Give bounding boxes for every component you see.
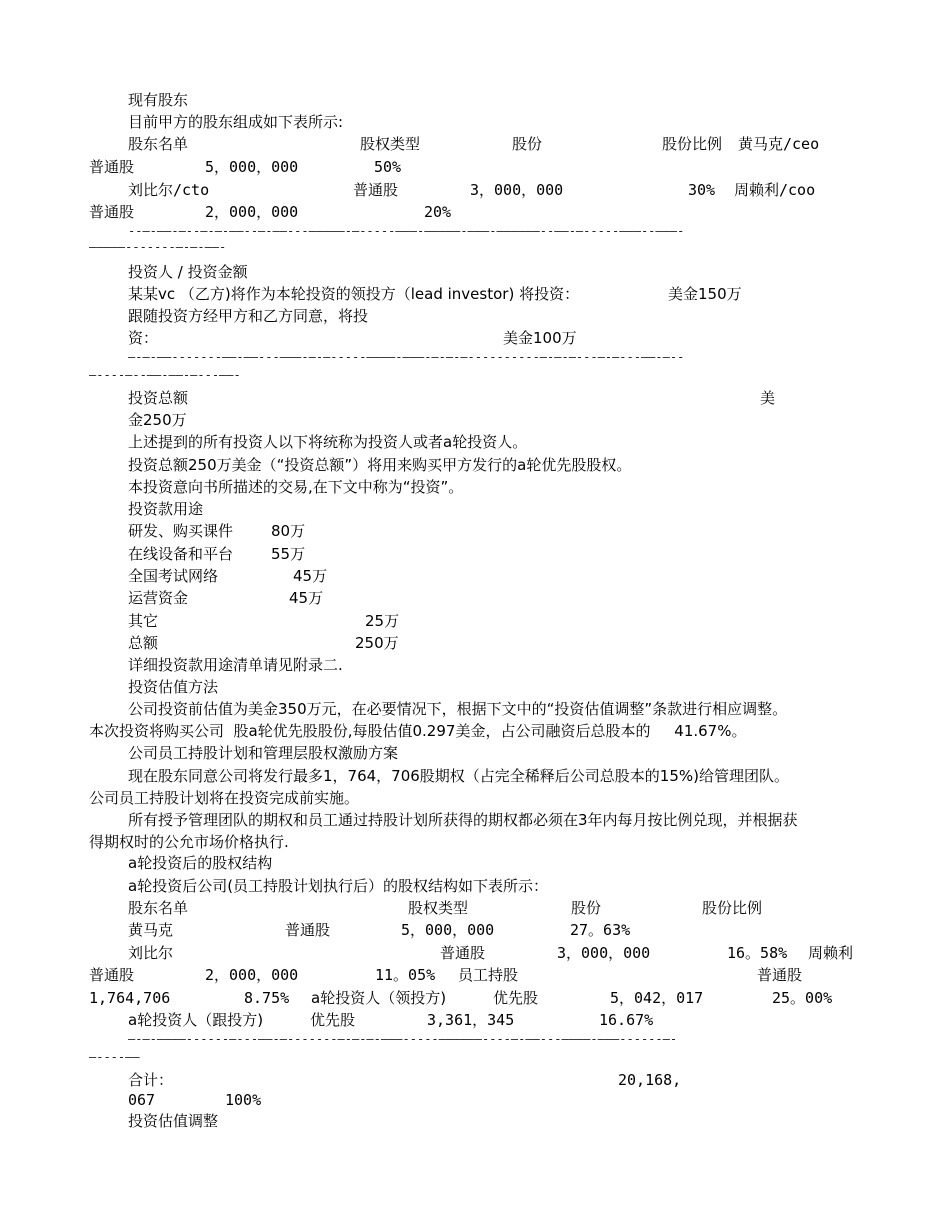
follow-investor-line1: 跟随投资方经甲方和乙方同意，将投 [128,307,369,325]
follow-investor-line2: 资： [128,329,159,347]
row2-pct: 30% [688,181,716,199]
post-row5-shares: 5，042，017 [610,989,704,1007]
row1-name: 黄马克/ceo [738,135,820,153]
use-item-label: 全国考试网络 [128,567,219,585]
post-row6-type: 优先股 [310,1011,356,1029]
use-item-label: 研发、购买课件 [128,522,234,540]
total-investment-amount-b: 金250万 [128,411,187,429]
post-col-header-pct: 股份比例 [702,899,763,917]
post-col-header-name: 股东名单 [128,899,189,917]
valuation-para-line2: 本次投资将购买公司 股a轮优先股股份,每股估值0.297美金，占公司融资后总股本的 41.67%。 [89,722,747,740]
use-of-funds-title: 投资款用途 [128,500,204,518]
use-item-amount: 80万 [271,522,306,540]
post-row6-shares: 3,361，345 [427,1011,515,1029]
post-col-header-type: 股权类型 [408,899,469,917]
divider-line: --—-——-—--—-—-——--—-——---—————-—-----———-—————-———-——————--——-—-----———--———- [128,224,685,238]
valuation-adjust-title: 投资估值调整 [128,1112,219,1130]
post-row4-pct: 8.75% [244,989,290,1007]
section-title-shareholders: 现有股东 [128,91,189,109]
valuation-para-line1: 公司投资前估值为美金350万元，在必要情况下，根据下文中的“投资估值调整”条款进行相应调整。 [128,700,788,718]
post-row2-type: 普通股 [440,944,486,962]
esop-title: 公司员工持股计划和管理层股权激励方案 [128,744,399,762]
use-item-amount: 250万 [355,634,399,652]
investors-header: 投资人 / 投资金额 [128,263,248,281]
post-row6-pct: 16.67% [599,1011,654,1029]
post-row5-name: a轮投资人（领投方) [311,989,447,1007]
use-item-label: 运营资金 [128,589,189,607]
esop-para2-line1: 所有授予管理团队的期权和员工通过持股计划所获得的期权都必须在3年内每月按比例兑现，并根据获 [128,811,798,829]
use-item-amount: 55万 [271,545,306,563]
post-structure-intro: a轮投资后公司(员工持股计划执行后）的股权结构如下表所示： [128,877,549,895]
divider-line: —----—--——-——-—---——- [89,368,241,382]
post-row4-type: 普通股 [757,966,803,984]
follow-investor-amount: 美金100万 [503,329,577,347]
use-item-label: 在线设备和平台 [128,545,234,563]
use-item-label: 总额 [128,634,159,652]
row2-name: 刘比尔/cto [128,181,210,199]
post-row1-name: 黄马克 [128,921,174,939]
use-item-amount: 45万 [289,589,324,607]
post-row4-name: 员工持股 [458,966,519,984]
shareholders-intro: 目前甲方的股东组成如下表所示: [128,113,344,131]
investor-note-1: 上述提到的所有投资人以下将统称为投资人或者a轮投资人。 [128,433,528,451]
row1-type: 普通股 [89,158,135,176]
post-row2-pct: 16。58% [727,944,788,962]
divider-line: —-—-————------—---——-—-------—-—-—-———-----——————----—-——---————-———------—- [128,1032,678,1046]
row3-name: 周赖利/coo [734,181,816,199]
row2-shares: 3，000，000 [470,181,564,199]
esop-para1-line1: 现在股东同意公司将发行最多1，764，706股期权（占完全稀释后公司总股本的15%)给管理团队。 [128,767,790,785]
post-row5-pct: 25。00% [772,989,833,1007]
row3-shares: 2，000，000 [205,203,299,221]
use-item-amount: 25万 [365,612,400,630]
col-header-name: 股东名单 [128,135,189,153]
row1-shares: 5，000，000 [205,158,299,176]
row2-type: 普通股 [353,181,399,199]
post-row3-shares: 2，000，000 [205,966,299,984]
investor-note-2: 投资总额250万美金（“投资总额”）将用来购买甲方发行的a轮优先股股权。 [128,456,632,474]
total-investment-amount-a: 美 [760,389,776,407]
post-row6-name: a轮投资人（跟投方) [128,1011,264,1029]
post-total-label: 合计： [128,1071,174,1089]
post-col-header-shares: 股份 [571,899,602,917]
lead-investor-amount: 美金150万 [668,285,742,303]
post-structure-title: a轮投资后的股权结构 [128,854,273,872]
use-item-amount: 45万 [293,567,328,585]
valuation-title: 投资估值方法 [128,678,219,696]
post-row3-pct: 11。05% [375,966,436,984]
post-total-shares-b: 067 [128,1091,156,1109]
use-item-label: 其它 [128,612,159,630]
row3-pct: 20% [424,203,452,221]
post-row1-shares: 5，000，000 [401,921,495,939]
divider-line: —----—— [89,1050,140,1064]
post-row5-type: 优先股 [493,989,539,1007]
post-row2-shares: 3，000，000 [557,944,651,962]
total-investment-label: 投资总额 [128,389,189,407]
post-row3-type: 普通股 [89,966,135,984]
esop-para2-line2: 得期权时的公允市场价格执行. [89,833,289,851]
post-row4-shares: 1,764,706 [89,989,171,1007]
divider-line: —-—-——-------——-——---———-—-—-----————-———-—-—-—----------—-—-—---—-—---——-—-- [128,350,685,364]
row3-type: 普通股 [89,203,135,221]
post-total-shares-a: 20,168, [618,1071,682,1089]
use-detail-note: 详细投资款用途清单请见附录二. [128,656,343,674]
esop-para1-line2: 公司员工持股计划将在投资完成前实施。 [89,789,360,807]
post-row1-pct: 27。63% [570,921,631,939]
post-row3-name: 周赖利 [808,944,854,962]
col-header-type: 股权类型 [360,135,421,153]
post-row2-name: 刘比尔 [128,944,174,962]
row1-pct: 50% [374,158,402,176]
col-header-shares: 股份 [512,135,543,153]
divider-line: —————-------—-—-——- [89,240,227,254]
post-total-pct: 100% [225,1091,262,1109]
lead-investor-text: 某某vc （乙方)将作为本轮投资的领投方（lead investor) 将投资： [128,285,580,303]
col-header-pct: 股份比例 [662,135,723,153]
investor-note-3: 本投资意向书所描述的交易,在下文中称为“投资”。 [128,478,464,496]
post-row1-type: 普通股 [285,921,331,939]
